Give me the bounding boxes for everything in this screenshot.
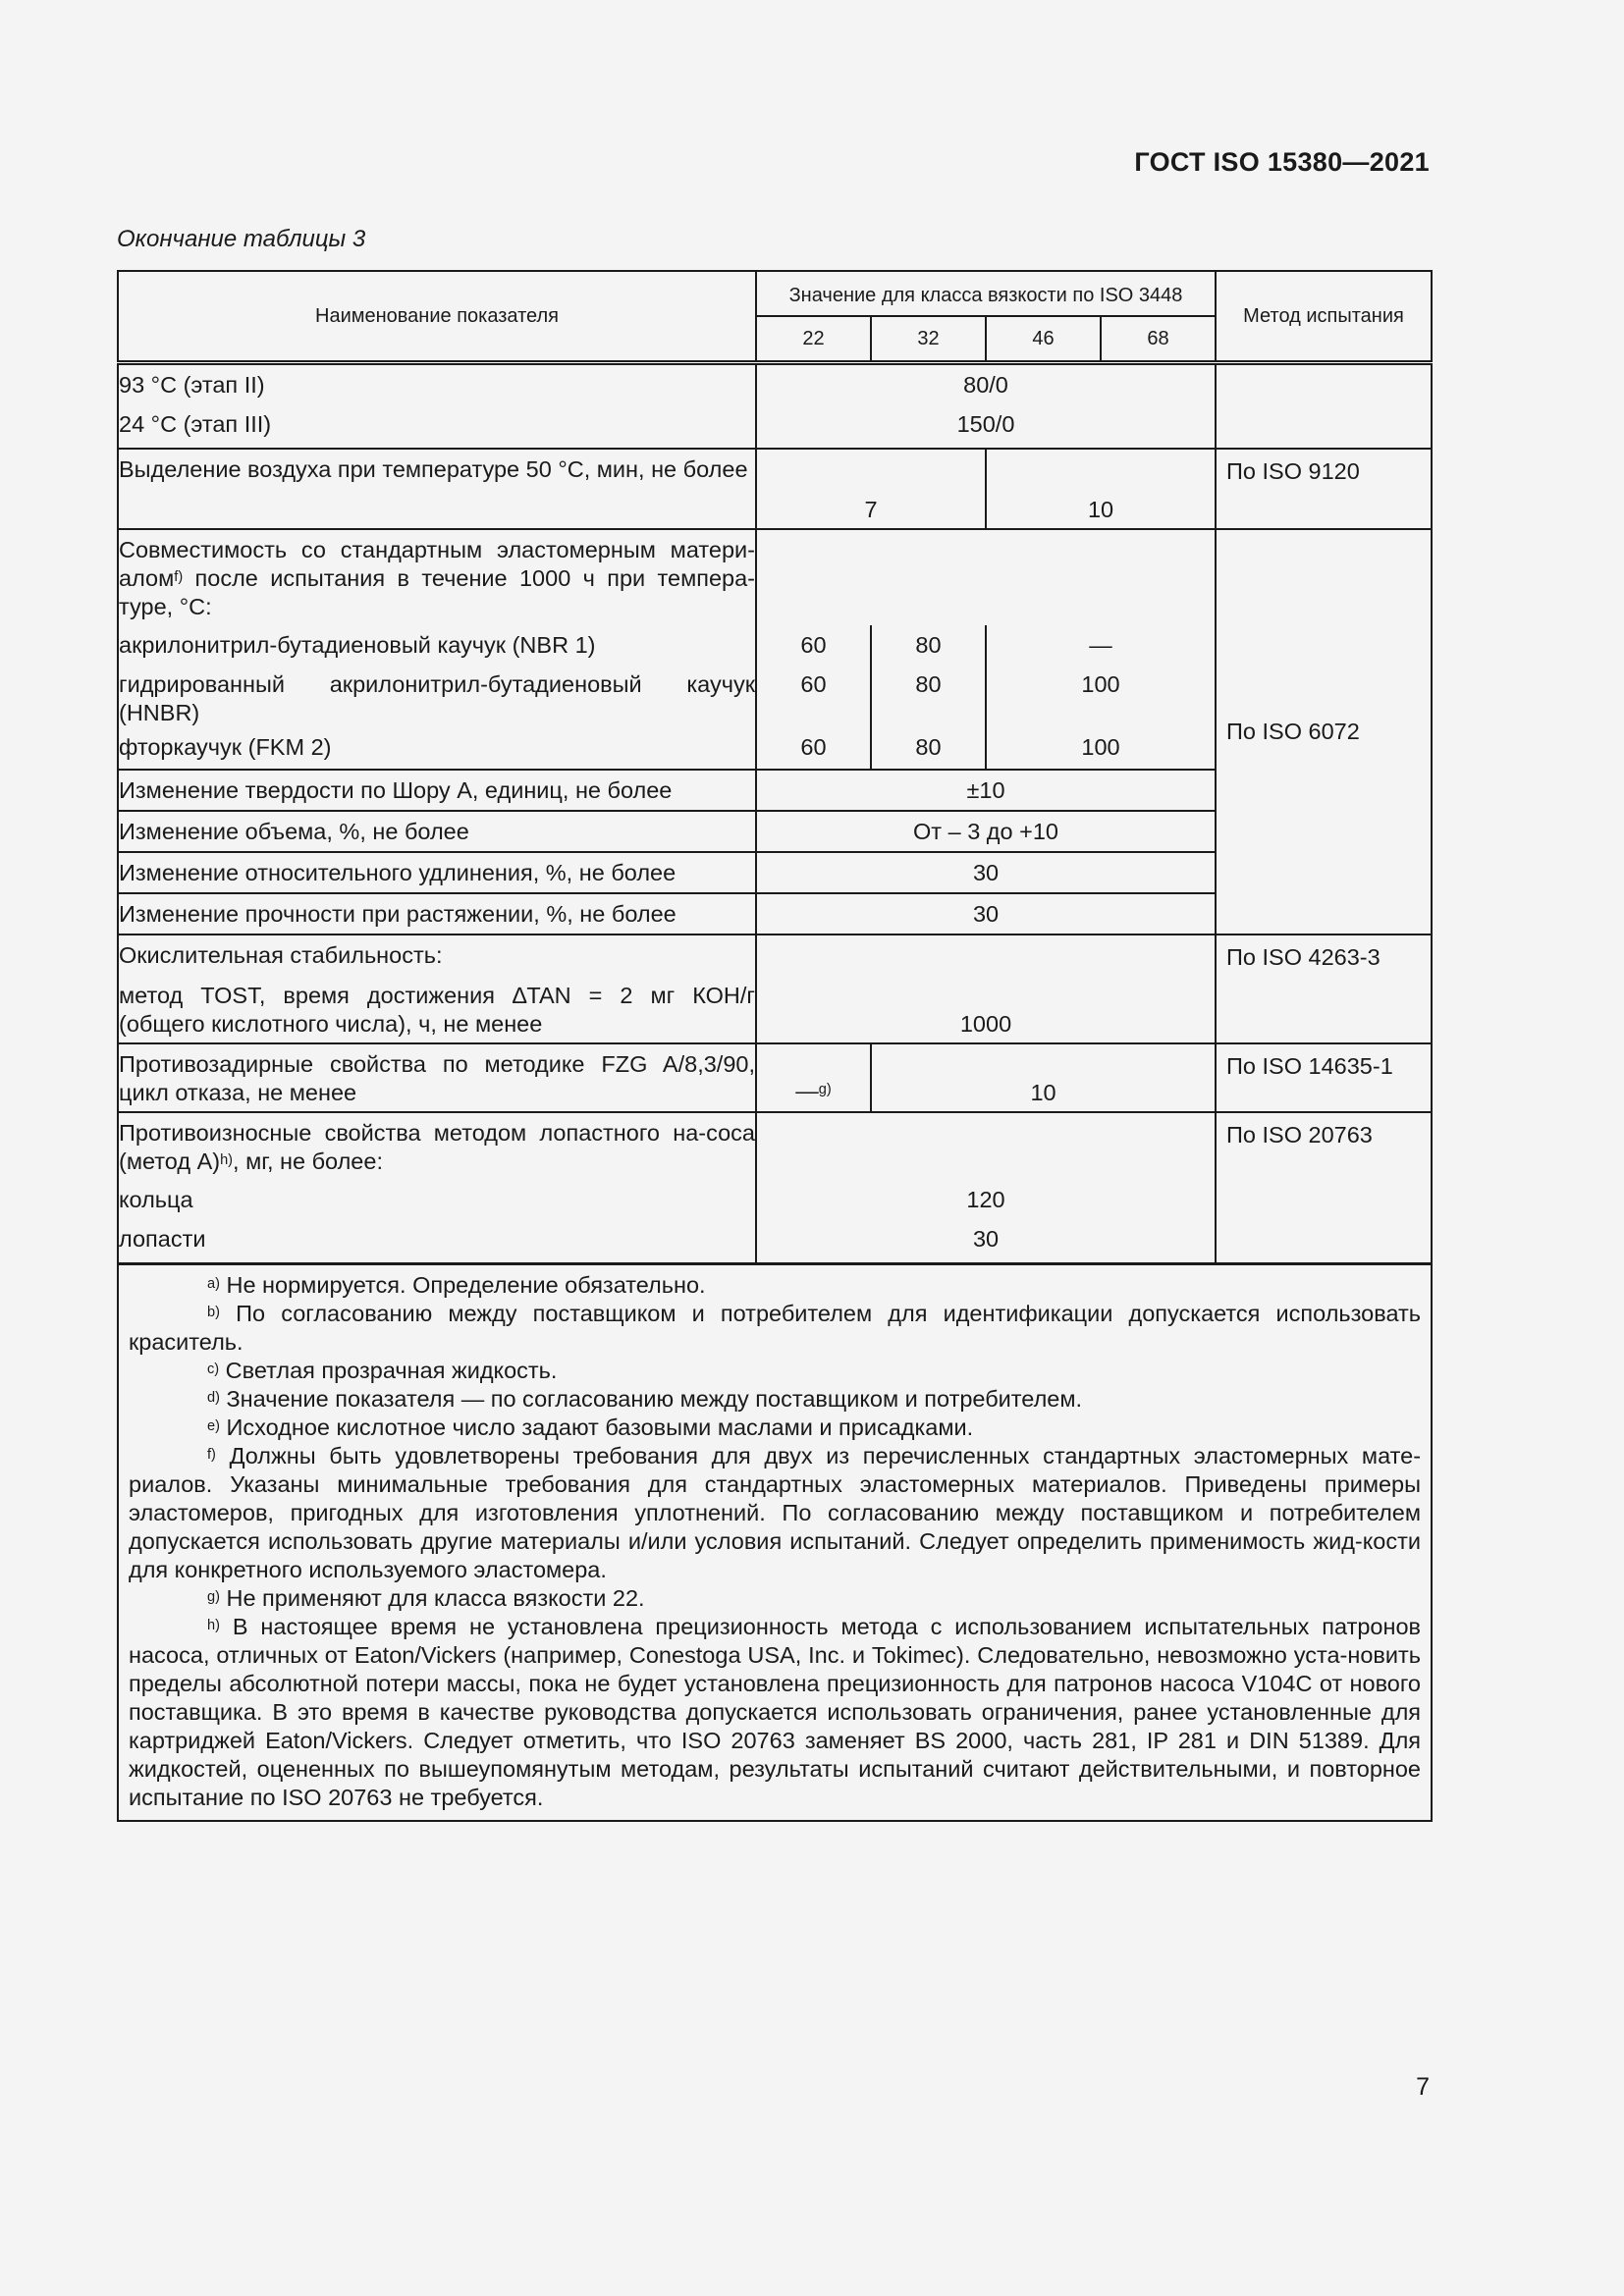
footnote-text: Не применяют для класса вязкости 22.	[226, 1585, 645, 1611]
row-value: 60	[800, 671, 827, 697]
footnote-text: По согласованию между поставщиком и потребителем для идентификации допускается использовать краситель.	[129, 1301, 1422, 1355]
row-value: 100	[1081, 734, 1120, 760]
row-value: 80	[915, 632, 942, 658]
row-value: 150/0	[956, 411, 1015, 437]
row-value: —	[795, 1078, 819, 1103]
row-label: метод TOST, время достижения ∆TAN = 2 мг КОН/г (общего кислотного числа), ч, не менее	[119, 983, 755, 1037]
row-label: фторкаучук (FKM 2)	[119, 734, 332, 760]
method-cell: По ISO 20763	[1216, 1112, 1432, 1264]
footnote-ref: h)	[220, 1151, 234, 1168]
row-label: , мг, не более:	[233, 1148, 383, 1174]
row-value: 10	[986, 449, 1216, 529]
footnote-mark: g)	[207, 1588, 220, 1605]
row-label: Выделение воздуха при температуре 50 °С, мин, не более	[118, 449, 756, 529]
row-value: 80	[915, 671, 942, 697]
header-name-column: Наименование показателя	[118, 271, 756, 363]
footnote-ref: g)	[818, 1081, 832, 1097]
row-label: Совместимость со стандартным эластомерным матери-алом	[119, 537, 755, 591]
row-label: Изменение относительного удлинения, %, не более	[119, 860, 677, 885]
header-method-column: Метод испытания	[1216, 271, 1432, 363]
table-row	[118, 934, 1432, 1043]
row-label: акрилонитрил-бутадиеновый каучук (NBR 1)	[119, 632, 596, 658]
row-value: 7	[756, 449, 986, 529]
row-label: Изменение объема, %, не более	[119, 819, 469, 844]
empty-method-cell	[1216, 363, 1432, 450]
row-value: 30	[972, 860, 1000, 885]
row-value: 60	[800, 632, 827, 658]
footnote-mark: e)	[207, 1417, 220, 1434]
row-value: 30	[972, 901, 1000, 927]
method-cell: По ISO 6072	[1216, 529, 1432, 934]
row-value: 30	[972, 1226, 1000, 1252]
row-label: кольца	[119, 1187, 193, 1212]
row-value: От – 3 до +10	[913, 819, 1058, 844]
row-value: —	[1089, 632, 1112, 658]
table-row	[118, 529, 1432, 625]
footnotes	[118, 1264, 1432, 1822]
footnote	[129, 1271, 1421, 1300]
footnote-text: Не нормируется. Определение обязательно.	[226, 1272, 706, 1298]
footnote-text: В настоящее время не установлена прецизионность метода с использованием испытательных патронов насоса, отличных от Eaton/Vickers (например, Conestoga USA, Inc. и Tokimec). Следовательно, невозможно уста-новить пределы абсолютной потери массы, пока не будет установлена прецизионность для патронов насоса V104C от нового поставщика. В это время в качестве руководства допускается использовать ограничения, ранее установленные для картриджей Eaton/Vickers. Следует отметить, что ISO 20763 заменяет BS 2000, часть 281, IP 281 и DIN 51389. Для жидкостей, оцененных по вышеупомянутым методам, результаты испытаний считают действительными, и повторное испытание по ISO 20763 не требуется.	[129, 1614, 1422, 1810]
footnote-text: Значение показателя — по согласованию между поставщиком и потребителем.	[226, 1386, 1083, 1412]
row-value: 60	[800, 734, 827, 760]
row-label: после испытания в течение 1000 ч при темпера-туре, °С:	[119, 565, 755, 619]
row-label: 93 °С (этап II)	[119, 372, 265, 398]
footnote	[129, 1385, 1421, 1414]
footnote	[129, 1357, 1421, 1385]
row-value: 10	[871, 1043, 1216, 1112]
row-value: 120	[966, 1187, 1005, 1212]
header-class-22: 22	[756, 316, 871, 363]
table-header-row	[118, 271, 1432, 316]
table-row	[118, 363, 1432, 405]
footnote-mark: a)	[207, 1275, 220, 1292]
method-cell: По ISO 14635-1	[1216, 1043, 1432, 1112]
row-value: 1000	[756, 934, 1216, 1043]
requirements-table	[117, 270, 1433, 1822]
row-value: 100	[1081, 671, 1120, 697]
method-cell: По ISO 9120	[1216, 449, 1432, 529]
row-label: 24 °С (этап III)	[119, 411, 272, 437]
page-number: 7	[1416, 2073, 1430, 2101]
footnote-ref: f)	[174, 568, 184, 585]
footnote-text: Должны быть удовлетворены требования для двух из перечисленных стандартных эластомерных мате-риалов. Указаны минимальные требования для стандартных эластомерных материалов. Приведены примеры эластомеров, пригодных для изготовления уплотнений. По согласованию между поставщиком и потребителем допускается использовать другие материалы и/или условия испытаний. Следует определить применимость жид-кости для конкретного используемого эластомера.	[129, 1443, 1422, 1582]
footnote	[129, 1300, 1421, 1357]
table-row	[118, 1112, 1432, 1180]
footnote-mark: f)	[207, 1446, 216, 1463]
header-class-46: 46	[986, 316, 1101, 363]
footnote-text: Исходное кислотное число задают базовыми маслами и присадками.	[226, 1415, 974, 1440]
row-label: Окислительная стабильность:	[119, 942, 443, 968]
footnote-mark: c)	[207, 1361, 220, 1377]
row-label: Противоизносные свойства методом лопастного на-соса (метод А)	[119, 1120, 755, 1174]
table-row	[118, 449, 1432, 529]
footnote	[129, 1584, 1421, 1613]
footnotes-row	[118, 1264, 1432, 1822]
header-class-32: 32	[871, 316, 986, 363]
row-label: Изменение прочности при растяжении, %, не более	[119, 901, 677, 927]
row-label: лопасти	[119, 1226, 206, 1252]
row-value: 80	[915, 734, 942, 760]
row-value: ±10	[966, 777, 1005, 803]
method-cell: По ISO 4263-3	[1216, 934, 1432, 1043]
footnote	[129, 1414, 1421, 1442]
header-class-68: 68	[1101, 316, 1216, 363]
footnote-mark: h)	[207, 1617, 220, 1633]
footnote-text: Светлая прозрачная жидкость.	[225, 1358, 558, 1383]
row-label: гидрированный акрилонитрил-бутадиеновый каучук (HNBR)	[119, 671, 755, 725]
table-caption: Окончание таблицы 3	[117, 226, 366, 252]
footnote-mark: b)	[207, 1304, 220, 1320]
footnote	[129, 1442, 1421, 1584]
header-viscosity-group: Значение для класса вязкости по ISO 3448	[756, 271, 1216, 316]
footnote-mark: d)	[207, 1389, 220, 1406]
row-label: Изменение твердости по Шору А, единиц, не более	[119, 777, 673, 803]
row-value: 80/0	[963, 372, 1008, 398]
footnote	[129, 1613, 1421, 1812]
row-label: Противозадирные свойства по методике FZG A/8,3/90, цикл отказа, не менее	[118, 1043, 756, 1112]
document-header: ГОСТ ISO 15380—2021	[1134, 147, 1430, 177]
table-row	[118, 1043, 1432, 1112]
